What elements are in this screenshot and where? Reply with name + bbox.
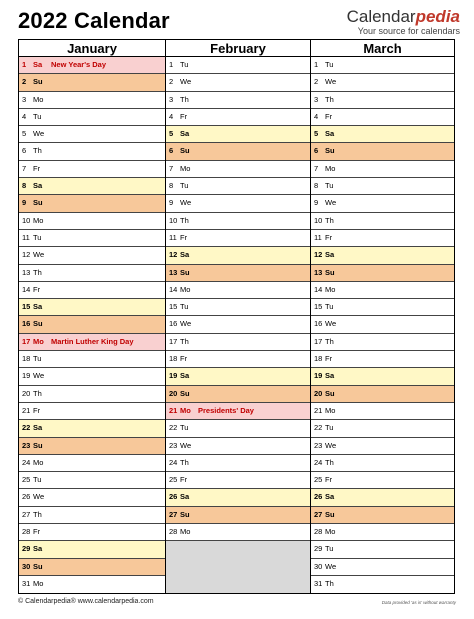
day-number: 28 (314, 527, 323, 537)
day-row (311, 368, 454, 385)
day-number: 8 (22, 181, 27, 191)
day-row (311, 386, 454, 403)
day-weekday: Th (180, 457, 189, 467)
day-weekday: We (325, 198, 337, 208)
calendar-grid (18, 39, 455, 594)
day-weekday: Mo (33, 336, 44, 346)
day-weekday: Su (325, 267, 335, 277)
day-number: 22 (314, 423, 323, 433)
day-row (311, 541, 454, 558)
day-number: 4 (169, 111, 174, 121)
day-weekday: Mo (33, 457, 44, 467)
day-row (19, 195, 165, 212)
day-number: 23 (314, 440, 323, 450)
day-number: 8 (169, 181, 174, 191)
month-header: February (166, 40, 310, 57)
day-row (166, 316, 310, 333)
day-row (166, 438, 310, 455)
day-number: 3 (22, 94, 27, 104)
footer-copyright: © Calendarpedia® www.calendarpedia.com (18, 598, 154, 605)
day-weekday: Su (180, 267, 190, 277)
day-row (166, 161, 310, 178)
day-row (19, 178, 165, 195)
day-weekday: Th (325, 578, 334, 588)
day-number: 13 (314, 267, 323, 277)
day-number: 9 (22, 198, 27, 208)
day-number: 4 (314, 111, 319, 121)
day-number: 20 (169, 388, 178, 398)
day-weekday: Su (33, 561, 43, 571)
day-number: 23 (169, 440, 178, 450)
day-row (166, 213, 310, 230)
day-number: 25 (22, 475, 31, 485)
day-row (311, 161, 454, 178)
day-row (311, 524, 454, 541)
day-row (19, 109, 165, 126)
day-row (311, 126, 454, 143)
day-row (166, 195, 310, 212)
day-weekday: Fr (33, 405, 41, 415)
day-row (19, 489, 165, 506)
day-row (311, 351, 454, 368)
day-weekday: Mo (180, 284, 191, 294)
day-row (311, 559, 454, 576)
day-row (311, 472, 454, 489)
day-row (19, 351, 165, 368)
day-number: 17 (22, 336, 31, 346)
day-weekday: Tu (180, 181, 189, 191)
day-weekday: Fr (180, 111, 188, 121)
month-column-january (19, 40, 165, 593)
day-weekday: Tu (33, 232, 42, 242)
day-weekday: Fr (325, 475, 333, 485)
day-number: 5 (314, 129, 319, 139)
day-row (19, 161, 165, 178)
day-weekday: Su (33, 440, 43, 450)
page-title: 2022 Calendar (18, 8, 170, 33)
day-number: 8 (314, 181, 319, 191)
day-weekday: Sa (180, 371, 190, 381)
day-weekday: Tu (325, 181, 334, 191)
day-weekday: Sa (325, 371, 335, 381)
day-number: 1 (169, 60, 174, 69)
day-weekday: We (33, 371, 45, 381)
day-row (311, 247, 454, 264)
day-weekday: Su (325, 509, 335, 519)
day-weekday: Th (180, 215, 189, 225)
day-weekday: Mo (325, 284, 336, 294)
day-weekday: Su (33, 198, 43, 208)
day-row (166, 92, 310, 109)
day-row (19, 57, 165, 74)
day-row (166, 420, 310, 437)
holiday-label: New Year's Day (51, 60, 107, 69)
day-number: 31 (314, 578, 323, 588)
day-row (19, 368, 165, 385)
day-number: 7 (314, 163, 319, 173)
day-number: 24 (169, 457, 178, 467)
day-weekday: Su (33, 77, 43, 87)
day-number: 21 (169, 405, 178, 415)
day-weekday: We (33, 250, 45, 260)
day-number: 12 (22, 250, 31, 260)
day-weekday: We (325, 77, 337, 87)
day-number: 9 (169, 198, 174, 208)
day-weekday: Tu (33, 111, 42, 121)
day-row (19, 126, 165, 143)
day-weekday: Th (33, 267, 42, 277)
day-weekday: Sa (325, 129, 335, 139)
day-weekday: We (33, 129, 45, 139)
day-number: 22 (22, 423, 31, 433)
day-number: 15 (169, 302, 178, 312)
day-number: 17 (169, 336, 178, 346)
day-number: 6 (314, 146, 319, 156)
day-number: 17 (314, 336, 323, 346)
day-weekday: Sa (180, 129, 190, 139)
day-row (19, 334, 165, 351)
day-weekday: We (33, 492, 45, 502)
day-weekday: Tu (180, 423, 189, 433)
day-weekday: Th (325, 457, 334, 467)
day-number: 16 (169, 319, 178, 329)
day-weekday: We (180, 440, 192, 450)
day-row (166, 403, 310, 420)
day-row (166, 247, 310, 264)
day-number: 13 (22, 267, 31, 277)
month-column-march (310, 40, 454, 593)
day-number: 12 (169, 250, 178, 260)
day-weekday: Su (180, 388, 190, 398)
day-row (19, 455, 165, 472)
day-row (19, 230, 165, 247)
day-number: 3 (314, 94, 319, 104)
day-weekday: We (325, 319, 337, 329)
brand-name-main: Calendar (346, 7, 416, 26)
day-number: 6 (169, 146, 174, 156)
day-row (166, 282, 310, 299)
day-weekday: Sa (33, 60, 43, 69)
day-number: 22 (169, 423, 178, 433)
day-row (19, 472, 165, 489)
day-row (19, 524, 165, 541)
day-number: 30 (314, 561, 323, 571)
day-number: 24 (22, 457, 31, 467)
day-row (166, 109, 310, 126)
day-number: 28 (22, 527, 31, 537)
day-row (166, 351, 310, 368)
day-weekday: Fr (325, 232, 333, 242)
day-row (19, 213, 165, 230)
month-header: March (311, 40, 454, 57)
day-weekday: Tu (325, 544, 334, 554)
day-number: 13 (169, 267, 178, 277)
holiday-label: Martin Luther King Day (51, 336, 134, 346)
day-row (311, 109, 454, 126)
day-number: 9 (314, 198, 319, 208)
day-row (166, 368, 310, 385)
day-number: 28 (169, 527, 178, 537)
day-number: 6 (22, 146, 27, 156)
day-weekday: Fr (33, 163, 41, 173)
day-weekday: Sa (33, 181, 43, 191)
day-weekday: Su (325, 388, 335, 398)
day-weekday: Fr (33, 527, 41, 537)
day-row (19, 403, 165, 420)
day-number: 1 (22, 60, 27, 69)
day-number: 14 (22, 284, 31, 294)
day-number: 29 (314, 544, 323, 554)
day-row (19, 282, 165, 299)
day-weekday: Su (33, 319, 43, 329)
day-row (166, 334, 310, 351)
brand-name-accent: pedia (415, 7, 460, 26)
day-row (19, 507, 165, 524)
day-row (166, 143, 310, 160)
day-row (166, 178, 310, 195)
day-row (166, 57, 310, 74)
day-number: 19 (22, 371, 31, 381)
footer-disclaimer: Data provided 'as is' without warranty (381, 600, 456, 605)
month-column-february (165, 40, 310, 593)
day-weekday: Sa (325, 492, 335, 502)
day-row (311, 420, 454, 437)
day-weekday: Th (325, 215, 334, 225)
day-weekday: Mo (33, 578, 44, 588)
day-number: 18 (169, 354, 178, 364)
day-weekday: Mo (180, 405, 191, 415)
day-row (19, 247, 165, 264)
day-list (166, 57, 310, 593)
day-number: 23 (22, 440, 31, 450)
day-weekday: Su (325, 146, 335, 156)
day-number: 27 (314, 509, 323, 519)
day-weekday: Sa (33, 302, 43, 312)
day-row (311, 403, 454, 420)
day-row (19, 541, 165, 558)
day-row (19, 74, 165, 91)
day-number: 20 (314, 388, 323, 398)
empty-filler (166, 541, 310, 593)
day-weekday: Th (180, 94, 189, 104)
day-row (166, 265, 310, 282)
day-weekday: Fr (325, 111, 333, 121)
day-weekday: Mo (33, 94, 44, 104)
day-row (311, 195, 454, 212)
month-header: January (19, 40, 165, 57)
day-number: 21 (22, 405, 31, 415)
day-number: 3 (169, 94, 174, 104)
day-weekday: We (180, 319, 192, 329)
day-number: 5 (169, 129, 174, 139)
day-weekday: We (180, 198, 192, 208)
day-weekday: Mo (325, 405, 336, 415)
day-number: 14 (314, 284, 323, 294)
day-weekday: Tu (180, 60, 189, 69)
day-number: 19 (169, 371, 178, 381)
day-row (19, 386, 165, 403)
day-weekday: Th (33, 388, 42, 398)
day-row (311, 455, 454, 472)
day-row (166, 507, 310, 524)
day-number: 20 (22, 388, 31, 398)
day-weekday: Tu (180, 302, 189, 312)
day-number: 25 (314, 475, 323, 485)
day-number: 2 (22, 77, 27, 87)
day-row (311, 230, 454, 247)
day-number: 11 (169, 232, 177, 242)
day-row (311, 507, 454, 524)
day-row (311, 299, 454, 316)
day-number: 14 (169, 284, 178, 294)
day-weekday: Tu (33, 354, 42, 364)
day-row (19, 92, 165, 109)
day-weekday: Th (180, 336, 189, 346)
day-number: 7 (22, 163, 27, 173)
day-number: 21 (314, 405, 323, 415)
day-number: 2 (169, 77, 174, 87)
day-weekday: Th (325, 94, 334, 104)
day-number: 1 (314, 60, 319, 69)
day-number: 26 (314, 492, 323, 502)
day-row (311, 74, 454, 91)
brand-logo (347, 8, 460, 36)
day-number: 10 (169, 215, 178, 225)
day-row (166, 455, 310, 472)
day-row (19, 299, 165, 316)
day-number: 5 (22, 129, 27, 139)
holiday-label: Presidents' Day (198, 405, 254, 415)
day-weekday: Mo (33, 215, 44, 225)
day-row (19, 420, 165, 437)
day-number: 10 (314, 215, 323, 225)
day-weekday: Sa (33, 423, 43, 433)
day-number: 16 (314, 319, 323, 329)
day-weekday: Tu (325, 423, 334, 433)
day-row (19, 576, 165, 593)
day-weekday: Su (180, 509, 190, 519)
day-row (19, 143, 165, 160)
day-number: 15 (314, 302, 323, 312)
day-number: 18 (22, 354, 31, 364)
day-weekday: Fr (180, 232, 188, 242)
day-weekday: Sa (33, 544, 43, 554)
day-row (19, 438, 165, 455)
day-weekday: Th (33, 509, 42, 519)
day-row (311, 143, 454, 160)
day-row (166, 472, 310, 489)
day-number: 10 (22, 215, 31, 225)
day-number: 29 (22, 544, 31, 554)
day-weekday: Sa (325, 250, 335, 260)
day-weekday: We (325, 561, 337, 571)
day-weekday: Sa (180, 250, 190, 260)
day-list (19, 57, 165, 593)
day-row (166, 74, 310, 91)
day-weekday: Mo (325, 163, 336, 173)
day-number: 27 (169, 509, 178, 519)
day-weekday: We (180, 77, 192, 87)
brand-tagline: Your source for calendars (357, 26, 460, 36)
day-number: 11 (314, 232, 322, 242)
day-number: 2 (314, 77, 319, 87)
day-number: 18 (314, 354, 323, 364)
day-weekday: Mo (180, 163, 191, 173)
day-weekday: Fr (33, 284, 41, 294)
day-row (311, 334, 454, 351)
day-row (311, 213, 454, 230)
day-row (166, 230, 310, 247)
day-row (311, 576, 454, 593)
day-number: 25 (169, 475, 178, 485)
day-number: 19 (314, 371, 323, 381)
day-row (166, 299, 310, 316)
day-row (166, 126, 310, 143)
day-row (311, 178, 454, 195)
day-number: 26 (22, 492, 31, 502)
day-number: 24 (314, 457, 323, 467)
day-number: 30 (22, 561, 31, 571)
day-row (19, 265, 165, 282)
day-row (311, 57, 454, 74)
day-number: 26 (169, 492, 178, 502)
day-row (311, 282, 454, 299)
day-weekday: Fr (325, 354, 333, 364)
day-row (311, 316, 454, 333)
day-number: 15 (22, 302, 31, 312)
day-number: 16 (22, 319, 31, 329)
day-weekday: We (325, 440, 337, 450)
day-row (166, 489, 310, 506)
day-number: 12 (314, 250, 323, 260)
day-row (166, 524, 310, 541)
day-weekday: Su (180, 146, 190, 156)
brand-name (347, 8, 460, 26)
day-weekday: Tu (33, 475, 42, 485)
day-list (311, 57, 454, 593)
day-row (311, 92, 454, 109)
day-weekday: Tu (325, 302, 334, 312)
day-row (19, 559, 165, 576)
day-number: 7 (169, 163, 174, 173)
day-weekday: Tu (325, 60, 334, 69)
day-row (166, 386, 310, 403)
day-weekday: Th (325, 336, 334, 346)
day-weekday: Fr (180, 475, 188, 485)
day-weekday: Fr (180, 354, 188, 364)
day-row (311, 265, 454, 282)
day-number: 4 (22, 111, 27, 121)
day-row (311, 438, 454, 455)
day-row (311, 489, 454, 506)
day-number: 11 (22, 232, 30, 242)
day-weekday: Mo (180, 527, 191, 537)
day-weekday: Sa (180, 492, 190, 502)
day-number: 27 (22, 509, 31, 519)
day-row (19, 316, 165, 333)
day-weekday: Mo (325, 527, 336, 537)
day-number: 31 (22, 578, 31, 588)
day-weekday: Th (33, 146, 42, 156)
